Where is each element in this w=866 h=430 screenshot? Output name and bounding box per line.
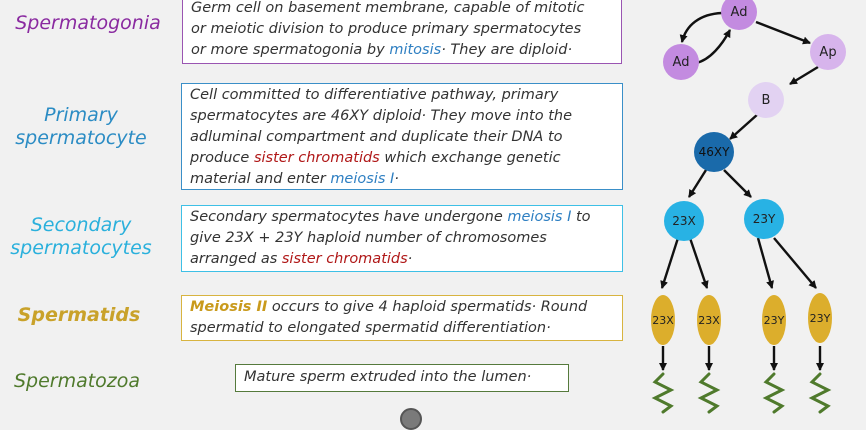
desc-text: · <box>394 171 399 187</box>
cell-spermatid-2-label: 23X <box>698 314 720 327</box>
desc-line <box>190 249 614 270</box>
arrow-ap-to-b <box>790 67 818 84</box>
arrow-ad-to-ad <box>682 13 722 42</box>
desc-line <box>190 207 614 228</box>
keyword-sister-chromatids: sister chromatids <box>253 150 380 166</box>
cell-spermatid-4-label: 23Y <box>809 312 831 325</box>
arrow-46xy-to-23y <box>724 170 751 197</box>
desc-line <box>190 148 614 169</box>
desc-text: to <box>571 209 591 225</box>
desc-text: arranged as <box>190 251 282 267</box>
stage-label-primary-spermatocyte <box>8 104 154 150</box>
stage-label-line: spermatocytes <box>10 236 152 259</box>
keyword-sister-chromatids: sister chromatids <box>281 251 408 267</box>
cell-spermatid-3-label: 23Y <box>763 314 785 327</box>
description-secondary-spermatocytes <box>181 205 623 272</box>
arrow-46xy-to-23x <box>689 170 706 197</box>
desc-text: or more spermatogonia by <box>191 42 390 58</box>
desc-text: occurs to give 4 haploid spermatids· Round <box>267 299 588 315</box>
stage-label-secondary-spermatocytes <box>4 214 158 260</box>
desc-line: Mature sperm extruded into the lumen· <box>244 369 532 385</box>
description-spermatogonia <box>182 0 622 64</box>
arrow-ad-to-ap <box>756 22 810 43</box>
cell-ap-label: Ap <box>819 45 837 60</box>
keyword-meiosis-1: meiosis I <box>330 171 395 187</box>
desc-text: Secondary spermatocytes have undergone <box>190 209 508 225</box>
arrow-b-to-46xy <box>730 114 758 139</box>
arrow-ad-to-ad-return <box>696 30 730 63</box>
sperm-2 <box>701 374 717 412</box>
desc-line <box>191 40 613 61</box>
stage-label-spermatids: Spermatids <box>17 304 141 326</box>
desc-line: Germ cell on basement membrane, capable of mitotic <box>191 0 585 16</box>
cell-secondary-23y-label: 23Y <box>752 212 776 226</box>
sperm-3 <box>766 374 782 412</box>
cell-spermatid-1-label: 23X <box>652 314 674 327</box>
desc-line <box>190 297 614 318</box>
desc-text: produce <box>190 150 254 166</box>
desc-line: adluminal compartment and duplicate their DNA to <box>190 129 563 145</box>
bottom-dot <box>400 408 422 430</box>
cell-b-label: B <box>761 93 771 108</box>
desc-text: material and enter <box>190 171 331 187</box>
stage-label-spermatozoa: Spermatozoa <box>13 370 141 392</box>
stage-label-line: Secondary <box>30 214 132 236</box>
desc-text: · They are diploid· <box>441 42 573 58</box>
desc-text: which exchange genetic <box>379 150 561 166</box>
stage-label-line: spermatocyte <box>15 126 147 149</box>
desc-line: Cell committed to differentiative pathway, primary <box>190 87 559 103</box>
arrow-23x-to-spermatid-1 <box>662 238 678 288</box>
stage-label-spermatogonia: Spermatogonia <box>15 12 161 34</box>
desc-line: spermatocytes are 46XY diploid· They move into the <box>190 108 572 124</box>
desc-text: · <box>407 251 413 267</box>
spermatogenesis-diagram <box>630 0 866 416</box>
cell-secondary-23x-label: 23X <box>672 214 696 228</box>
keyword-meiosis-1: meiosis I <box>507 209 572 225</box>
desc-line: give 23X + 23Y haploid number of chromosomes <box>190 230 547 246</box>
arrow-23y-to-spermatid-4 <box>774 238 816 288</box>
sperm-1 <box>655 374 671 412</box>
keyword-mitosis: mitosis <box>389 42 442 58</box>
sperm-4 <box>812 374 828 412</box>
cell-ad-left-label: Ad <box>672 55 690 70</box>
cell-ad-top-label: Ad <box>730 5 748 20</box>
desc-line <box>190 169 614 190</box>
desc-line: spermatid to elongated spermatid differentiation· <box>190 320 551 336</box>
description-spermatids <box>181 295 623 341</box>
description-spermatozoa <box>235 364 569 392</box>
arrow-23y-to-spermatid-3 <box>758 238 772 288</box>
description-primary-spermatocyte <box>181 83 623 190</box>
cell-primary-spermatocyte-label: 46XY <box>698 145 730 159</box>
desc-line: or meiotic division to produce primary spermatocytes <box>191 21 582 37</box>
keyword-meiosis-2: Meiosis II <box>190 299 268 315</box>
arrow-23x-to-spermatid-2 <box>690 238 707 288</box>
stage-label-line: Primary <box>44 104 118 126</box>
spermatozoa-group <box>655 374 828 412</box>
